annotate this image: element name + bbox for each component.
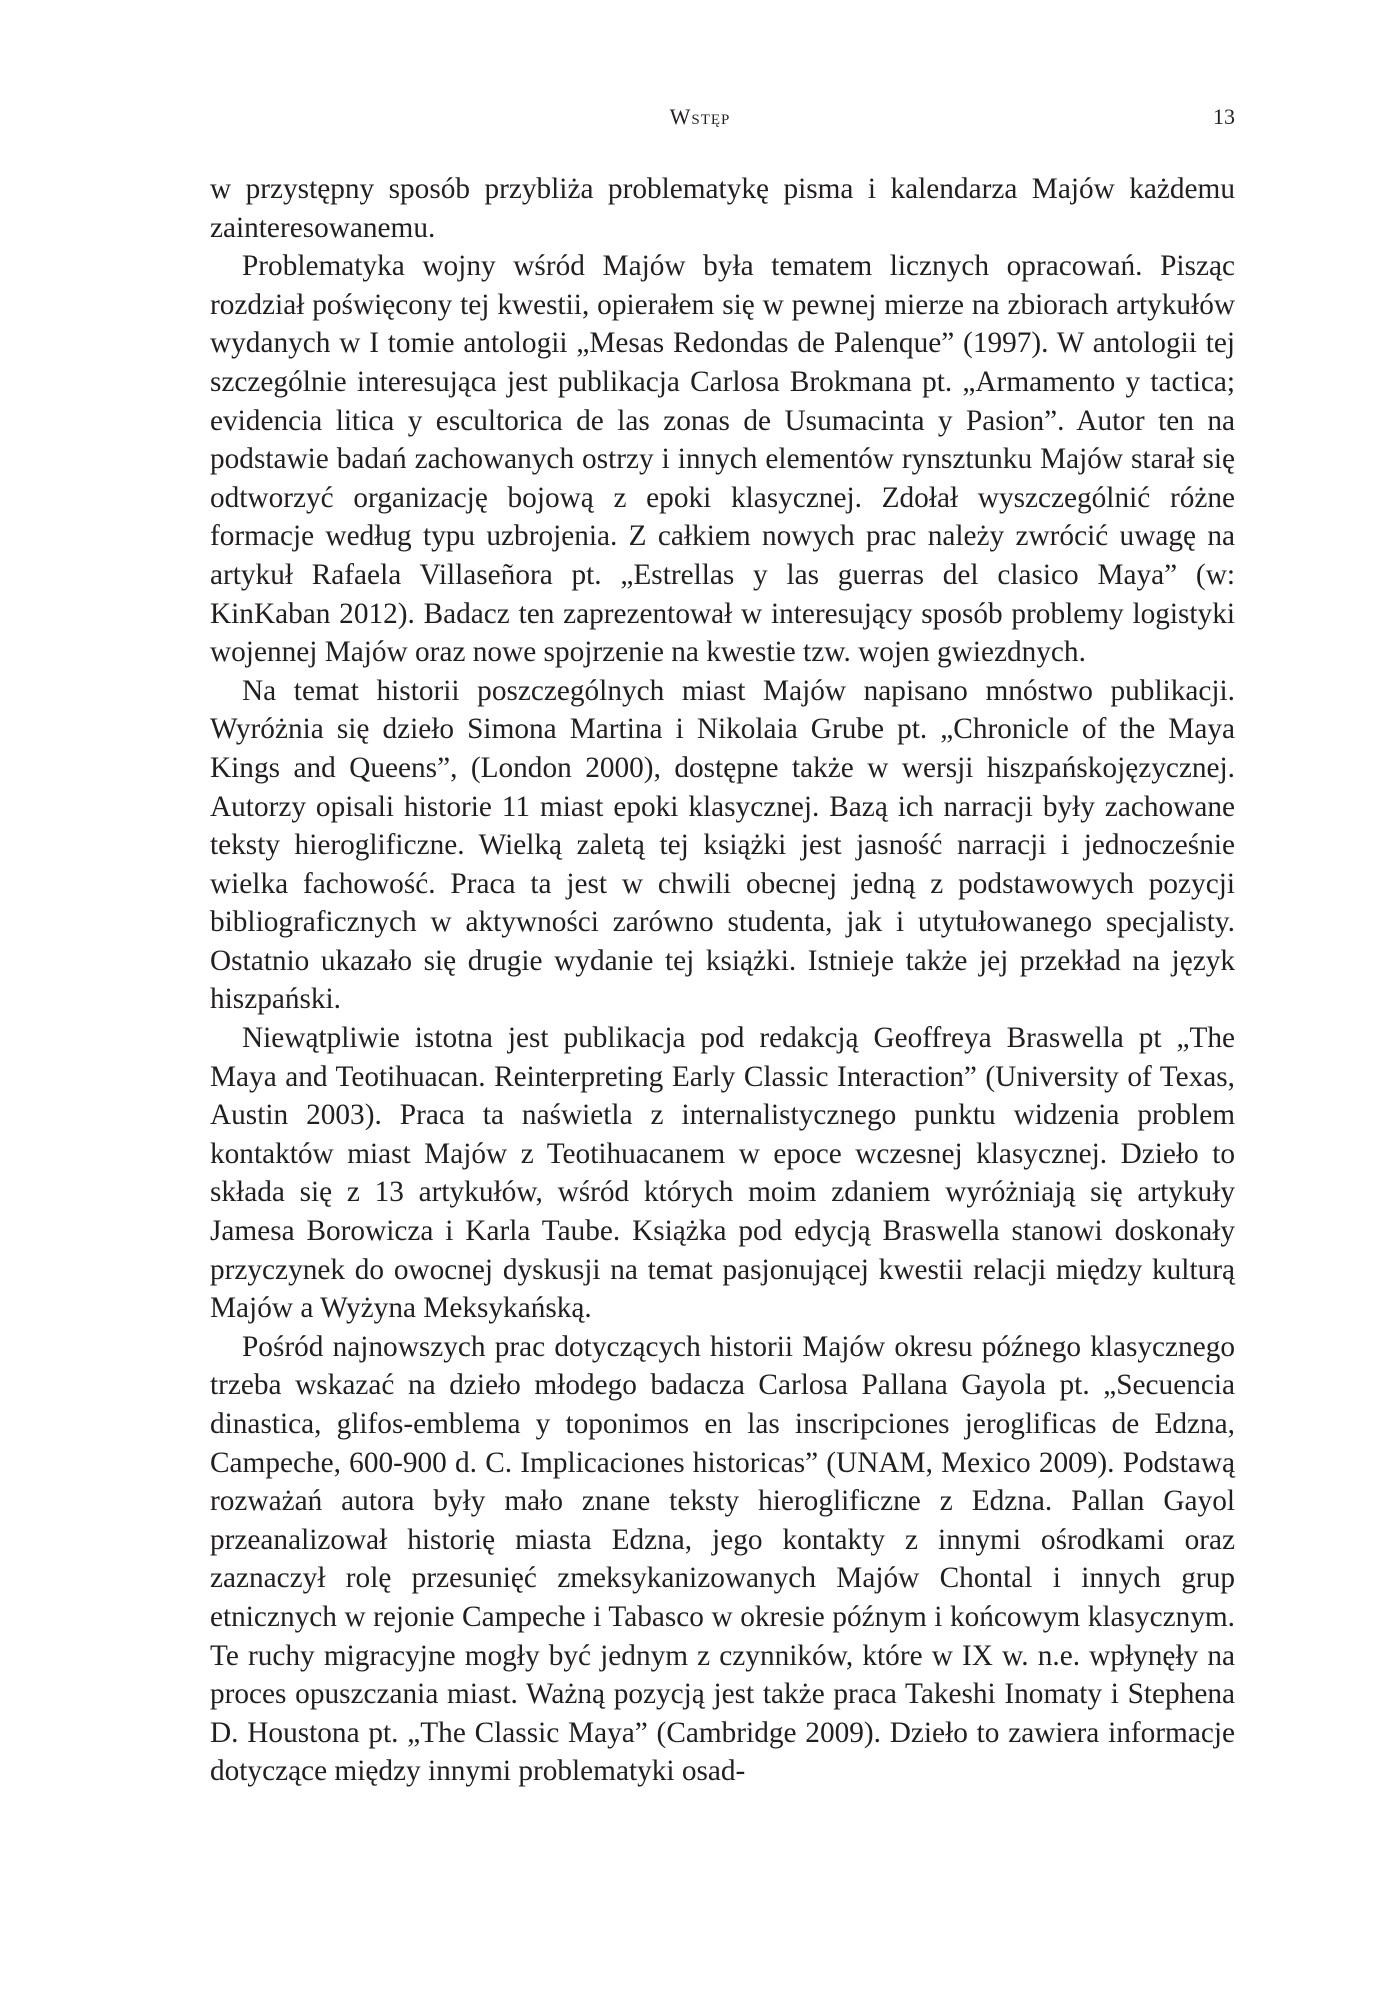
paragraph-teotihuacan: Niewątpliwie istotna jest publikacja pod redakcją Geoffreya Braswella pt „The Maya and Teotihuacan. Reinterpreting Early Classic Interaction” (University of Texas, Austin 2003). Praca ta naświetla z internalistycznego punktu widzenia problem kontaktów miast Majów z Teotihuacanem w epoce wczesnej klasycznej. Dzieło to składa się z 13 artykułów, wśród których moim zdaniem wyróżniają się artykuły Jamesa Borowicza i Karla Taube. Książka pod edycją Braswella stanowi doskonały przyczynek do owocnej dyskusji na temat pasjonującej kwestii relacji między kulturą Majów a Wyżyna Meksykańską. [210, 1022, 1235, 1325]
paragraph-war-studies: Problematyka wojny wśród Majów była tematem licznych opracowań. Pisząc rozdział poświęcony tej kwestii, opierałem się w pewnej mierze na zbiorach artykułów wydanych w I tomie antologii „Mesas Redondas de Palenque” (1997). W antologii tej szczególnie interesująca jest publikacja Carlosa Brokmana pt. „Armamento y tactica; evidencia litica y escultorica de las zonas de Usumacinta y Pasion”. Autor ten na podstawie badań zachowanych ostrzy i innych elementów rynsztunku Majów starał się odtworzyć organizację bojową z epoki klasycznej. Zdołał wyszczególnić różne formacje według typu uzbrojenia. Z całkiem nowych prac należy zwrócić uwagę na artykuł Rafaela Villaseñora pt. „Estrellas y las guerras del clasico Maya” (w: KinKaban 2012). Badacz ten zaprezentował w interesujący sposób problemy logistyki wojennej Majów oraz nowe spojrzenie na kwestie tzw. wojen gwiezdnych. [210, 250, 1235, 669]
running-head [0, 104, 1400, 140]
page-number: 13 [1213, 104, 1235, 129]
paragraph-late-classic: Pośród najnowszych prac dotyczących historii Majów okresu późnego klasycznego trzeba wskazać na dzieło młodego badacza Carlosa Pallana Gayola pt. „Secuencia dinastica, glifos-emblema y toponimos en las inscripciones jeroglificas de Edzna, Campeche, 600-900 d. C. Implicaciones historicas” (UNAM, Mexico 2009). Podstawą rozważań autora były mało znane teksty hieroglificzne z Edzna. Pallan Gayol przeanalizował historię miasta Edzna, jego kontakty z innymi ośrodkami oraz zaznaczył rolę przesunięć zmeksykanizowanych Majów Chontal i innych grup etnicznych w rejonie Campeche i Tabasco w okresie późnym i końcowym klasycznym. Te ruchy migracyjne mogły być jednym z czynników, które w IX w. n.e. wpłynęły na proces opuszczania miast. Ważną pozycją jest także praca Takeshi Inomaty i Stephena D. Houstona pt. „The Classic Maya” (Cambridge 2009). Dzieło to zawiera informacje dotyczące między innymi problematyki osad- [210, 1330, 1235, 1788]
paragraph-city-histories: Na temat historii poszczególnych miast Majów napisano mnóstwo publikacji. Wyróżnia się dzieło Simona Martina i Nikolaia Grube pt. „Chronicle of the Maya Kings and Queens”, (London 2000), dostępne także w wersji hiszpańskojęzycznej. Autorzy opisali historie 11 miast epoki klasycznej. Bazą ich narracji były zachowane teksty hieroglificzne. Wielką zaletą tej książki jest jasność narracji i jednocześnie wielka fachowość. Praca ta jest w chwili obecnej jedną z podstawowych pozycji bibliograficznych w aktywności zarówno studenta, jak i utytułowanego specjalisty. Ostatnio ukazało się drugie wydanie tej książki. Istnieje także jej przekład na język hiszpański. [210, 674, 1235, 1016]
paragraph-continuation: w przystępny sposób przybliża problematykę pisma i kalendarza Majów każdemu zainteresowanemu. [210, 173, 1235, 244]
running-title: Wstęp [669, 104, 731, 129]
body-text [210, 170, 1235, 1791]
